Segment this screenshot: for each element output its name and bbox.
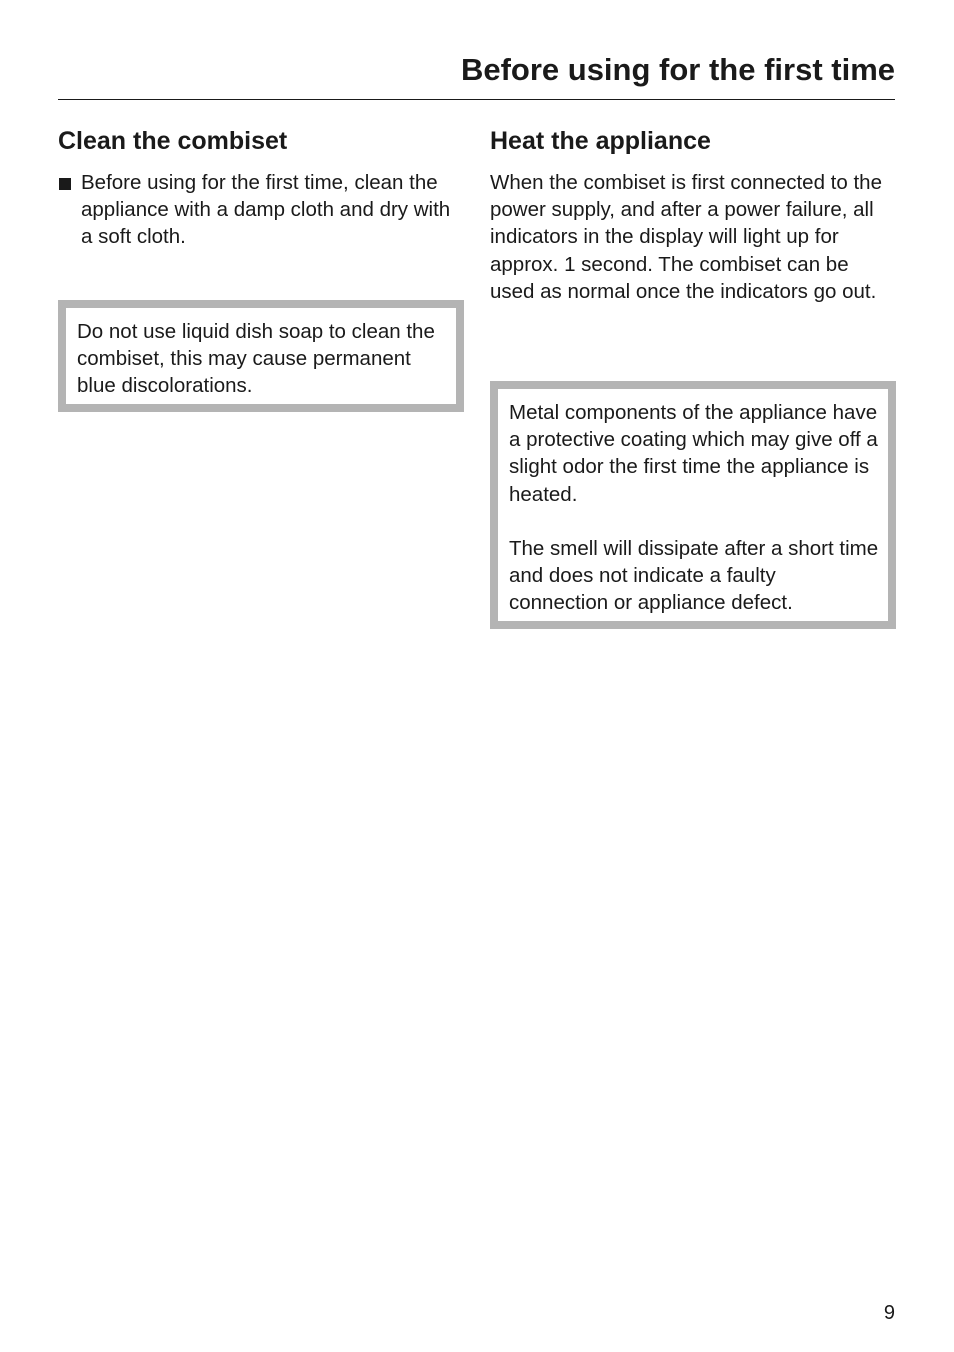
- heat-appliance-section: [490, 123, 896, 305]
- clean-combiset-section: [58, 123, 464, 251]
- heat-appliance-heading: Heat the appliance: [490, 127, 711, 155]
- dish-soap-warning-text: Do not use liquid dish soap to clean the combiset, this may cause permanent blue discolorations.: [77, 320, 435, 398]
- clean-combiset-heading: Clean the combiset: [58, 127, 288, 155]
- odor-note-paragraph-1: Metal components of the appliance have a protective coating which may give off a slight odor the first time the appliance is heated.: [509, 401, 878, 506]
- page-title: Before using for the first time: [460, 52, 895, 87]
- odor-note-paragraph-2: The smell will dissipate after a short time and does not indicate a faulty connection or appliance defect.: [509, 536, 879, 615]
- odor-note-box: [490, 381, 896, 629]
- cleaning-instruction-text: Before using for the first time, clean the appliance with a damp cloth and dry with a soft cloth.: [81, 171, 451, 249]
- page-number: 9: [883, 1302, 895, 1324]
- dish-soap-warning-box: [58, 300, 464, 412]
- cleaning-instruction-item: [58, 169, 464, 251]
- square-bullet-icon: [59, 178, 71, 190]
- heat-appliance-text: When the combiset is first connected to the power supply, and after a power failure, all indicators in the display will light up for approx. 1 second. The combiset can be used as normal once the indicators go out.: [490, 171, 882, 303]
- title-divider: [58, 99, 895, 100]
